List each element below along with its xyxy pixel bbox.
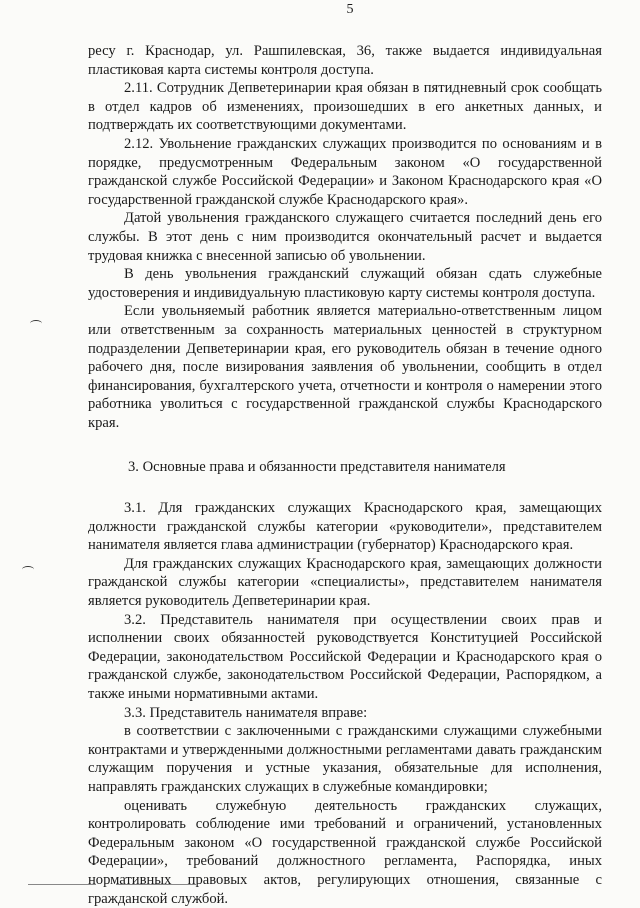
paragraph-3-1: 3.1. Для гражданских служащих Краснодарского края, замещающих должности гражданской службы категории «руководители», представителем нанимателя является глава администрации (губернатор) Краснодарского края. <box>88 500 602 554</box>
document-body <box>88 42 602 908</box>
footer-rule <box>116 884 196 885</box>
paragraph-3-2: 3.2. Представитель нанимателя при осуществлении своих прав и исполнении своих обязанностей руководствуется Конституцией Российской Федерации, законодательством Российской Федерации и Краснодарского края о гражданской службе, законодательством Российской Федерации, Распорядком, а также иными нормативными актами. <box>88 611 602 702</box>
paragraph: в соответствии с заключенными с гражданскими служащими служебными контрактами и утвержденными должностными регламентами давать гражданским служащим поручения и устные указания, обязательные для исполнения, направлять гражданских служащих в служебные командировки; <box>88 723 602 795</box>
paragraph: ресу г. Краснодар, ул. Рашпилевская, 36, также выдается индивидуальная пластиковая карта системы контроля доступа. <box>88 43 602 78</box>
paragraph: Для гражданских служащих Краснодарского края, замещающих должности гражданской службы категории «специалисты», представителем нанимателя является руководитель Депветеринарии края. <box>88 555 602 610</box>
paragraph: В день увольнения гражданский служащий обязан сдать служебные удостоверения и индивидуальную пластиковую карту системы контроля доступа. <box>88 266 602 301</box>
paragraph: Если увольняемый работник является материально-ответственным лицом или ответственным за сохранность материальных ценностей в структурном подразделении Депветеринарии края, его руководитель обязан в течение одного рабочего дня, после визирования заявления об увольнении, сообщить в отдел финансирования, бухгалтерского учета, отчетности и контроля о намерении этого работника уволиться с государственной гражданской службы Краснодарского края. <box>88 303 602 431</box>
footer-rule <box>28 884 96 885</box>
binding-mark <box>30 320 42 327</box>
paragraph-3-3: 3.3. Представитель нанимателя вправе: <box>124 704 368 721</box>
paragraph-2-12: 2.12. Увольнение гражданских служащих производится по основаниям и в порядке, предусмотренным Федеральным законом «О государственной гражданской службе Российской Федерации» и Законом Краснодарского края «О государственной гражданской службе Краснодарского края». <box>88 135 602 208</box>
paragraph: Датой увольнения гражданского служащего считается последний день его службы. В этот день с ним производится окончательный расчет и выдается трудовая книжка с внесенной записью об увольнении. <box>88 210 602 264</box>
paragraph: оценивать служебную деятельность гражданских служащих, контролировать соблюдение ими требований и ограничений, установленных Федеральным законом «О государственной гражданской службе Российской Федерации», требований должностного регламента, Распорядка, иных нормативных правовых актов, регулирующих отношения, связанные с гражданской службой. <box>88 797 602 907</box>
section-heading: 3. Основные права и обязанности представителя нанимателя <box>128 459 506 476</box>
paragraph-2-11: 2.11. Сотрудник Депветеринарии края обязан в пятидневный срок сообщать в отдел кадров об изменениях, произошедших в его анкетных данных, и подтверждать их соответствующими документами. <box>88 80 602 134</box>
page-number: 5 <box>346 2 354 17</box>
binding-mark <box>22 566 34 573</box>
